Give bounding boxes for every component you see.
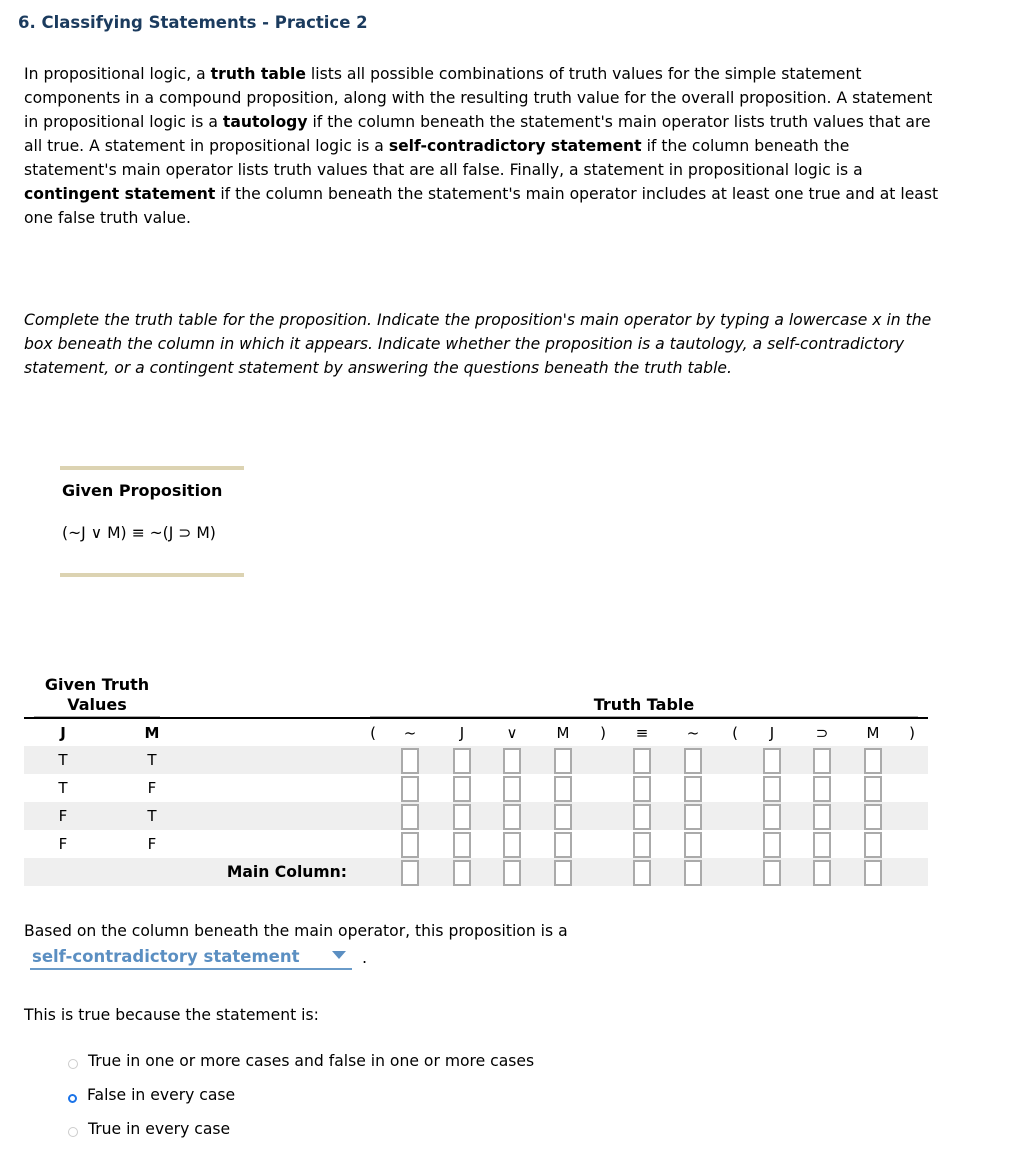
radio-option[interactable] <box>68 1120 230 1138</box>
truth-value-input[interactable] <box>813 804 831 830</box>
truth-value: F <box>58 807 68 825</box>
truth-value-input[interactable] <box>864 748 882 774</box>
radio-label: True in every case <box>88 1120 231 1138</box>
radio-option[interactable] <box>68 1086 235 1104</box>
symbol-header: ~ <box>403 724 417 742</box>
truth-value-input[interactable] <box>401 776 419 802</box>
table-row-bg <box>24 830 928 858</box>
radio-label: True in one or more cases and false in one or more cases <box>88 1052 535 1070</box>
symbol-header: M <box>866 724 880 742</box>
truth-value-input[interactable] <box>633 776 651 802</box>
main-column-input[interactable] <box>633 860 651 886</box>
truth-value-input[interactable] <box>503 804 521 830</box>
radio-button[interactable] <box>68 1127 78 1137</box>
classification-dropdown[interactable] <box>30 946 352 970</box>
table-row-bg <box>24 774 928 802</box>
main-column-input[interactable] <box>813 860 831 886</box>
truth-value-input[interactable] <box>503 832 521 858</box>
symbol-header: ∨ <box>506 724 518 742</box>
truth-table-header: Truth Table <box>370 695 918 718</box>
truth-value-input[interactable] <box>864 776 882 802</box>
period: . <box>362 948 368 967</box>
table-row-bg <box>24 802 928 830</box>
main-column-label: Main Column: <box>226 863 347 881</box>
page-title: 6. Classifying Statements - Practice 2 <box>18 13 368 32</box>
truth-value: F <box>147 779 157 797</box>
truth-value-input[interactable] <box>453 748 471 774</box>
question-2-text: This is true because the statement is: <box>24 1006 319 1024</box>
truth-value-input[interactable] <box>684 776 702 802</box>
radio-button[interactable] <box>68 1059 78 1069</box>
main-column-input[interactable] <box>763 860 781 886</box>
truth-value-input[interactable] <box>763 776 781 802</box>
truth-value: F <box>58 835 68 853</box>
truth-value: T <box>58 751 68 769</box>
main-column-input[interactable] <box>503 860 521 886</box>
truth-value-input[interactable] <box>813 832 831 858</box>
question-1-text: Based on the column beneath the main operator, this proposition is a <box>24 922 568 940</box>
symbol-header: ( <box>732 724 738 742</box>
given-proposition-expression: (~J ∨ M) ≡ ~(J ⊃ M) <box>62 524 216 542</box>
truth-value-input[interactable] <box>864 832 882 858</box>
truth-value-input[interactable] <box>813 748 831 774</box>
main-column-input[interactable] <box>554 860 572 886</box>
truth-value-input[interactable] <box>401 832 419 858</box>
given-proposition-label: Given Proposition <box>62 481 223 500</box>
symbol-header: ( <box>370 724 376 742</box>
main-column-input[interactable] <box>453 860 471 886</box>
table-row-bg <box>24 858 928 886</box>
truth-value-input[interactable] <box>633 804 651 830</box>
truth-value-input[interactable] <box>503 748 521 774</box>
truth-value-input[interactable] <box>684 832 702 858</box>
truth-value-input[interactable] <box>813 776 831 802</box>
symbol-header: ) <box>909 724 915 742</box>
truth-value-input[interactable] <box>684 748 702 774</box>
truth-value-input[interactable] <box>633 832 651 858</box>
given-truth-values-header: Given Truth Values <box>34 675 160 718</box>
symbol-header: ≡ <box>635 724 649 742</box>
intro-paragraph: In propositional logic, a truth table lists all possible combinations of truth values for the simple statement components in a compound proposition, along with the resulting truth value for the overall proposition. A statement in propositional logic is a tautology if the column beneath the statement's main operator lists truth values that are all true. A statement in propositional logic is a self-contradictory statement if the column beneath the statement's main operator lists truth values that are all false. Finally, a statement in propositional logic is a contingent statement if the column beneath the statement's main operator includes at least one true and at least one false truth value. <box>24 65 939 227</box>
truth-value: T <box>58 779 68 797</box>
truth-value-input[interactable] <box>763 748 781 774</box>
truth-value-input[interactable] <box>503 776 521 802</box>
main-column-input[interactable] <box>401 860 419 886</box>
symbol-header: M <box>556 724 570 742</box>
truth-value-input[interactable] <box>633 748 651 774</box>
table-rule <box>24 717 928 719</box>
truth-value-input[interactable] <box>554 748 572 774</box>
main-column-input[interactable] <box>684 860 702 886</box>
radio-label: False in every case <box>87 1086 236 1104</box>
divider <box>60 466 244 470</box>
symbol-header: J <box>459 724 465 742</box>
truth-value-input[interactable] <box>453 776 471 802</box>
symbol-header: ⊃ <box>815 724 829 742</box>
dropdown-value: self-contradictory statement <box>32 947 300 966</box>
radio-button[interactable] <box>68 1094 77 1103</box>
truth-value-input[interactable] <box>453 804 471 830</box>
divider <box>60 573 244 577</box>
radio-option[interactable] <box>68 1052 534 1070</box>
instructions: Complete the truth table for the proposition. Indicate the proposition's main operator by typing a lowercase x in the box beneath the column in which it appears. Indicate whether the proposition is a tautology, a self-contradictory statement, or a contingent statement by answering the questions beneath the truth table. <box>24 311 932 377</box>
column-header-M: M <box>144 724 160 742</box>
column-header-J: J <box>60 724 66 742</box>
truth-value-input[interactable] <box>763 832 781 858</box>
truth-value-input[interactable] <box>684 804 702 830</box>
truth-value-input[interactable] <box>554 776 572 802</box>
truth-value-input[interactable] <box>453 832 471 858</box>
main-column-input[interactable] <box>864 860 882 886</box>
truth-value-input[interactable] <box>554 832 572 858</box>
truth-value-input[interactable] <box>864 804 882 830</box>
truth-value: T <box>147 807 157 825</box>
symbol-header: J <box>769 724 775 742</box>
truth-value-input[interactable] <box>401 804 419 830</box>
symbol-header: ) <box>600 724 606 742</box>
truth-value: T <box>147 751 157 769</box>
table-row-bg <box>24 746 928 774</box>
truth-value-input[interactable] <box>401 748 419 774</box>
symbol-header: ~ <box>686 724 700 742</box>
truth-value: F <box>147 835 157 853</box>
truth-value-input[interactable] <box>763 804 781 830</box>
chevron-down-icon <box>332 951 346 959</box>
truth-value-input[interactable] <box>554 804 572 830</box>
